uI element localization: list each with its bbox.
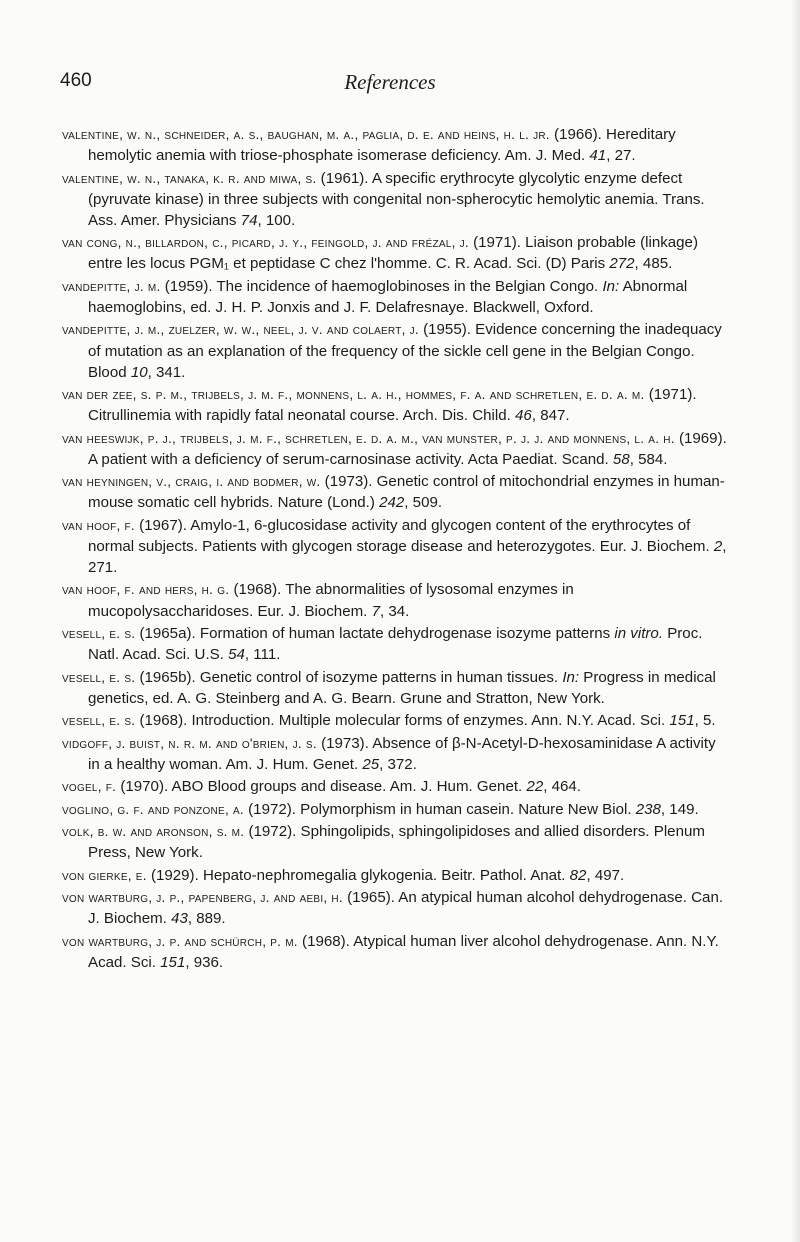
- reference-entry: [62, 168, 730, 231]
- reference-entry: [62, 821, 730, 863]
- reference-volume: 151: [669, 712, 695, 730]
- reference-entry: [62, 232, 730, 274]
- reference-text: (1968). Atypical human liver alcohol dehydrogenase. Ann. N.Y. Acad. Sci.: [88, 932, 719, 971]
- reference-volume: 58: [612, 450, 630, 468]
- reference-volume: 74: [240, 211, 258, 229]
- reference-entry: [62, 579, 730, 621]
- reference-text-continued: Abnormal haemoglobins, ed. J. H. P. Jonxis and J. F. Delafresnaye. Blackwell, Oxford.: [88, 277, 688, 316]
- reference-authors: vandepitte, j. m., zuelzer, w. w., neel, j. v. and colaert, j.: [62, 322, 419, 338]
- reference-text: (1969). A patient with a deficiency of serum-carnosinase activity. Acta Paediat. Scand.: [88, 429, 727, 468]
- reference-entry: [62, 384, 730, 426]
- reference-text: (1971). Liaison probable (linkage) entre les locus PGM₁ et peptidase C chez l'homme. C. R. Acad. Sci. (D) Paris: [88, 234, 698, 273]
- reference-volume: 25: [362, 755, 380, 773]
- reference-authors: voglino, g. f. and ponzone, a.: [62, 801, 244, 817]
- reference-entry: [62, 319, 730, 382]
- reference-authors: van der zee, s. p. m., trijbels, j. m. f., monnens, l. a. h., hommes, f. a. and schretlen, e. d. a. m.: [62, 387, 645, 403]
- reference-pages: , 936.: [185, 953, 224, 971]
- reference-entry: [62, 887, 730, 929]
- reference-volume: 2: [713, 537, 723, 555]
- reference-volume: 41: [589, 147, 607, 165]
- reference-authors: von wartburg, j. p., papenberg, j. and aebi, h.: [62, 890, 343, 906]
- reference-volume: 151: [160, 953, 186, 971]
- reference-entry: [62, 623, 730, 665]
- reference-authors: von wartburg, j. p. and schürch, p. m.: [62, 933, 298, 949]
- reference-text: (1929). Hepato-nephromegalia glykogenia. Beitr. Pathol. Anat.: [146, 866, 570, 884]
- reference-volume: 54: [228, 646, 245, 664]
- reference-text: (1955). Evidence concerning the inadequacy of mutation as an explanation of the frequency of the sickle cell gene in the Belgian Congo. Blood: [88, 321, 722, 381]
- reference-entry: [62, 776, 730, 797]
- reference-pages: , 341.: [147, 363, 186, 381]
- reference-authors: vandepitte, j. m.: [62, 278, 161, 294]
- reference-volume: 238: [635, 800, 661, 818]
- reference-volume: 242: [379, 494, 405, 512]
- reference-pages: , 149.: [660, 800, 699, 818]
- reference-volume: 43: [171, 910, 188, 928]
- reference-pages: , 497.: [586, 866, 625, 884]
- reference-pages: , 271.: [88, 537, 727, 576]
- reference-volume: 82: [569, 866, 587, 884]
- reference-pages: , 34.: [379, 602, 410, 620]
- reference-text: (1968). Introduction. Multiple molecular forms of enzymes. Ann. N.Y. Acad. Sci.: [135, 712, 670, 730]
- reference-text: (1971). Citrullinemia with rapidly fatal neonatal course. Arch. Dis. Child.: [88, 386, 697, 425]
- reference-pages: , 5.: [694, 712, 716, 730]
- reference-entry: [62, 865, 730, 886]
- reference-italic: In:: [602, 277, 620, 295]
- reference-pages: , 100.: [257, 211, 296, 229]
- reference-authors: vesell, e. s.: [62, 713, 136, 729]
- reference-authors: vesell, e. s.: [62, 669, 136, 685]
- reference-text: (1965a). Formation of human lactate dehydrogenase isozyme patterns: [135, 625, 615, 643]
- reference-text: (1970). ABO Blood groups and disease. Am. J. Hum. Genet.: [116, 778, 527, 796]
- reference-entry: [62, 428, 730, 470]
- reference-entry: [62, 931, 730, 973]
- reference-authors: von gierke, e.: [62, 867, 147, 883]
- reference-authors: van cong, n., billardon, c., picard, j. y., feingold, j. and frézal, j.: [62, 235, 469, 251]
- page-spine-shadow: [791, 0, 800, 1242]
- reference-text: (1967). Amylo-1, 6-glucosidase activity and glycogen content of the erythrocytes of normal subjects. Patients with glycogen storage disease and heterozygotes. Eur. J. Biochem.: [88, 516, 714, 555]
- reference-volume: 46: [515, 407, 532, 425]
- reference-text: (1959). The incidence of haemoglobinoses in the Belgian Congo.: [160, 277, 603, 295]
- reference-text-continued: Progress in medical genetics, ed. A. G. Steinberg and A. G. Bearn. Grune and Stratton, New York.: [88, 668, 716, 707]
- reference-text: (1973). Absence of β-N-Acetyl-D-hexosaminidase A activity in a healthy woman. Am. J. Hum. Genet.: [88, 734, 716, 773]
- reference-text-continued: Proc. Natl. Acad. Sci. U.S.: [88, 625, 703, 664]
- reference-authors: valentine, w. n., tanaka, k. r. and miwa, s.: [62, 170, 317, 186]
- reference-list: [62, 124, 730, 974]
- reference-text: (1972). Polymorphism in human casein. Nature New Biol.: [243, 800, 636, 818]
- page-header: [60, 70, 720, 100]
- reference-text: (1965). An atypical human alcohol dehydrogenase. Can. J. Biochem.: [88, 889, 724, 928]
- reference-pages: , 464.: [543, 778, 581, 796]
- reference-volume: 272: [609, 255, 635, 273]
- reference-entry: [62, 710, 730, 731]
- reference-entry: [62, 276, 730, 318]
- reference-volume: 22: [526, 778, 544, 796]
- reference-entry: [62, 515, 730, 578]
- reference-pages: , 847.: [531, 407, 570, 425]
- reference-pages: , 27.: [606, 147, 636, 165]
- reference-entry: [62, 471, 730, 513]
- reference-text: (1966). Hereditary hemolytic anemia with triose-phosphate isomerase deficiency. Am. J. Med.: [88, 126, 676, 165]
- page-number: 460: [60, 70, 92, 91]
- reference-pages: , 111.: [244, 646, 281, 664]
- reference-italic: in vitro.: [614, 625, 664, 643]
- reference-text: (1968). The abnormalities of lysosomal enzymes in mucopolysaccharidoses. Eur. J. Biochem.: [88, 581, 574, 620]
- running-head: References: [344, 70, 436, 94]
- reference-text: (1965b). Genetic control of isozyme patterns in human tissues.: [135, 668, 563, 686]
- reference-authors: van hoof, f.: [62, 517, 135, 533]
- reference-text: (1973). Genetic control of mitochondrial enzymes in human-mouse somatic cell hybrids. Nature (Lond.): [88, 473, 725, 512]
- reference-text: (1961). A specific erythrocyte glycolytic enzyme defect (pyruvate kinase) in three subjects with congenital non-spherocytic hemolytic anemia. Trans. Ass. Amer. Physicians: [88, 169, 705, 229]
- reference-authors: valentine, w. n., schneider, a. s., baughan, m. a., paglia, d. e. and heins, h. l. jr.: [62, 127, 550, 142]
- reference-entry: [62, 124, 730, 166]
- reference-pages: , 509.: [404, 494, 443, 512]
- reference-authors: vogel, f.: [62, 779, 117, 795]
- reference-pages: , 485.: [634, 255, 673, 273]
- reference-volume: 7: [371, 602, 380, 620]
- reference-entry: [62, 733, 730, 775]
- reference-volume: 10: [130, 363, 148, 381]
- reference-pages: , 584.: [629, 450, 668, 468]
- reference-pages: , 372.: [379, 755, 417, 773]
- reference-authors: volk, b. w. and aronson, s. m.: [62, 824, 245, 840]
- reference-entry: [62, 667, 730, 709]
- reference-authors: vidgoff, j. buist, n. r. m. and o'brien, j. s.: [62, 735, 317, 751]
- reference-entry: [62, 799, 730, 820]
- reference-authors: van heyningen, v., craig, i. and bodmer, w.: [62, 474, 321, 490]
- reference-pages: , 889.: [187, 910, 226, 928]
- reference-text: (1972). Sphingolipids, sphingolipidoses and allied disorders. Plenum Press, New York.: [88, 823, 705, 862]
- reference-authors: van hoof, f. and hers, h. g.: [62, 582, 230, 598]
- reference-italic: In:: [562, 668, 580, 686]
- reference-authors: van heeswijk, p. j., trijbels, j. m. f., schretlen, e. d. a. m., van munster, p. j. j. and monnens, l. a. h.: [62, 430, 675, 446]
- reference-authors: vesell, e. s.: [62, 626, 136, 642]
